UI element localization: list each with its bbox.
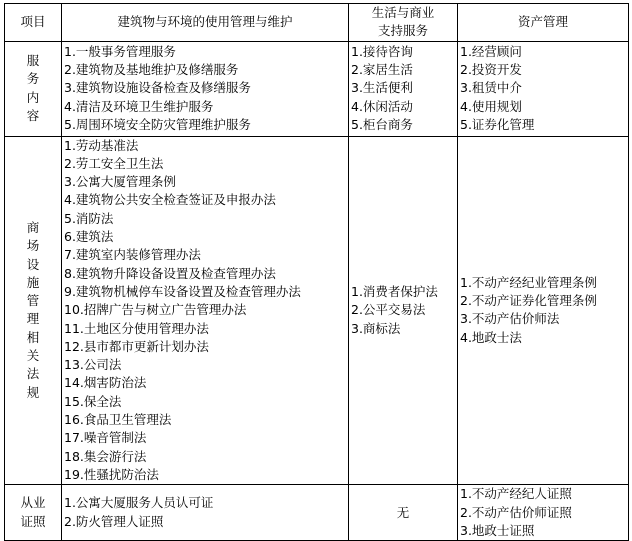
list-item: 1.劳动基准法 xyxy=(64,137,139,153)
license-building-cell xyxy=(62,485,349,541)
list-item: 17.噪音管制法 xyxy=(64,430,147,446)
header-row xyxy=(5,4,629,42)
list-item: 12.县市都市更新计划办法 xyxy=(64,338,209,354)
label-char: 设 xyxy=(26,256,40,272)
list-item: 10.招牌广告与树立广告管理办法 xyxy=(64,302,247,318)
list-item: 2.投资开发 xyxy=(460,62,522,78)
list-item: 3.租赁中介 xyxy=(460,80,522,96)
label-char: 相 xyxy=(26,329,40,345)
list-item: 1.不动产经纪业管理条例 xyxy=(460,274,597,290)
list-item: 1.一般事务管理服务 xyxy=(64,43,176,59)
laws-building-cell xyxy=(62,136,349,485)
label-char: 务 xyxy=(26,71,40,87)
label-char: 内 xyxy=(26,89,40,105)
list-item: 1.消费者保护法 xyxy=(351,283,438,299)
list-item: 5.证券化管理 xyxy=(460,117,535,133)
label-char: 服 xyxy=(26,53,40,68)
list-item: 4.地政士法 xyxy=(460,329,522,345)
license-life-cell: 无 xyxy=(349,485,458,541)
list-item: 5.周围环境安全防灾管理维护服务 xyxy=(64,117,251,133)
list-item: 1.公寓大厦服务人员认可证 xyxy=(64,495,214,511)
list-item: 16.食品卫生管理法 xyxy=(64,412,172,428)
list-item: 2.家居生活 xyxy=(351,62,413,78)
list-item: 2.劳工安全卫生法 xyxy=(64,155,164,171)
list-item: 2.不动产证券化管理条例 xyxy=(460,293,597,309)
label-char: 法 xyxy=(26,366,40,382)
label-line: 从业 xyxy=(20,495,46,511)
header-item: 项目 xyxy=(5,4,62,42)
services-asset-cell xyxy=(458,41,629,136)
list-item: 4.使用规划 xyxy=(460,98,522,114)
header-asset: 资产管理 xyxy=(458,4,629,42)
list-item: 5.消防法 xyxy=(64,210,114,226)
header-building: 建筑物与环境的使用管理与维护 xyxy=(62,4,349,42)
list-item: 13.公司法 xyxy=(64,357,122,373)
list-item: 11.土地区分使用管理办法 xyxy=(64,320,209,336)
label-char: 规 xyxy=(26,384,40,400)
header-life-line-1: 生活与商业 xyxy=(371,5,435,20)
services-label xyxy=(5,41,62,136)
laws-row xyxy=(5,136,629,485)
label-char: 场 xyxy=(26,238,40,254)
list-item: 14.烟害防治法 xyxy=(64,375,147,391)
list-item: 3.生活便利 xyxy=(351,80,413,96)
services-building-cell xyxy=(62,41,349,136)
header-life-service xyxy=(349,4,458,42)
laws-life-cell xyxy=(349,136,458,485)
list-item: 7.建筑室内装修管理办法 xyxy=(64,247,201,263)
list-item: 1.不动产经纪人证照 xyxy=(460,486,572,502)
list-item: 19.性骚扰防治法 xyxy=(64,466,159,482)
label-char: 理 xyxy=(26,311,40,327)
list-item: 2.公平交易法 xyxy=(351,302,426,318)
services-row xyxy=(5,41,629,136)
list-item: 4.清洁及环境卫生维护服务 xyxy=(64,98,214,114)
label-char: 关 xyxy=(26,348,40,363)
list-item: 1.接待咨询 xyxy=(351,43,413,59)
list-item: 3.不动产估价师法 xyxy=(460,311,560,327)
property-management-table xyxy=(4,3,629,541)
list-item: 9.建筑物机械停车设备设置及检查管理办法 xyxy=(64,283,301,299)
license-label xyxy=(5,485,62,541)
label-char: 管 xyxy=(26,293,40,309)
list-item: 2.防火管理人证照 xyxy=(64,513,164,529)
list-item: 6.建筑法 xyxy=(64,229,114,245)
services-life-cell xyxy=(349,41,458,136)
list-item: 4.休闲活动 xyxy=(351,98,413,114)
laws-label xyxy=(5,136,62,485)
list-item: 3.商标法 xyxy=(351,320,401,336)
label-char: 商 xyxy=(26,219,40,235)
label-char: 容 xyxy=(26,107,40,123)
list-item: 4.建筑物公共安全检查签证及申报办法 xyxy=(64,192,276,208)
label-char: 施 xyxy=(26,274,40,290)
list-item: 15.保全法 xyxy=(64,393,122,409)
header-life-line-2: 支持服务 xyxy=(377,23,428,39)
list-item: 1.经营顾问 xyxy=(460,43,522,59)
list-item: 3.建筑物设施设备检查及修缮服务 xyxy=(64,80,251,96)
license-row xyxy=(5,485,629,541)
list-item: 3.公寓大厦管理条例 xyxy=(64,174,176,190)
label-line: 证照 xyxy=(20,513,46,529)
list-item: 18.集会游行法 xyxy=(64,448,147,464)
list-item: 2.建筑物及基地维护及修缮服务 xyxy=(64,62,239,78)
laws-asset-cell xyxy=(458,136,629,485)
list-item: 8.建筑物升降设备设置及检查管理办法 xyxy=(64,265,276,281)
list-item: 3.地政士证照 xyxy=(460,522,535,538)
list-item: 5.柜台商务 xyxy=(351,117,413,133)
license-asset-cell xyxy=(458,485,629,541)
list-item: 2.不动产估价师证照 xyxy=(460,504,572,520)
